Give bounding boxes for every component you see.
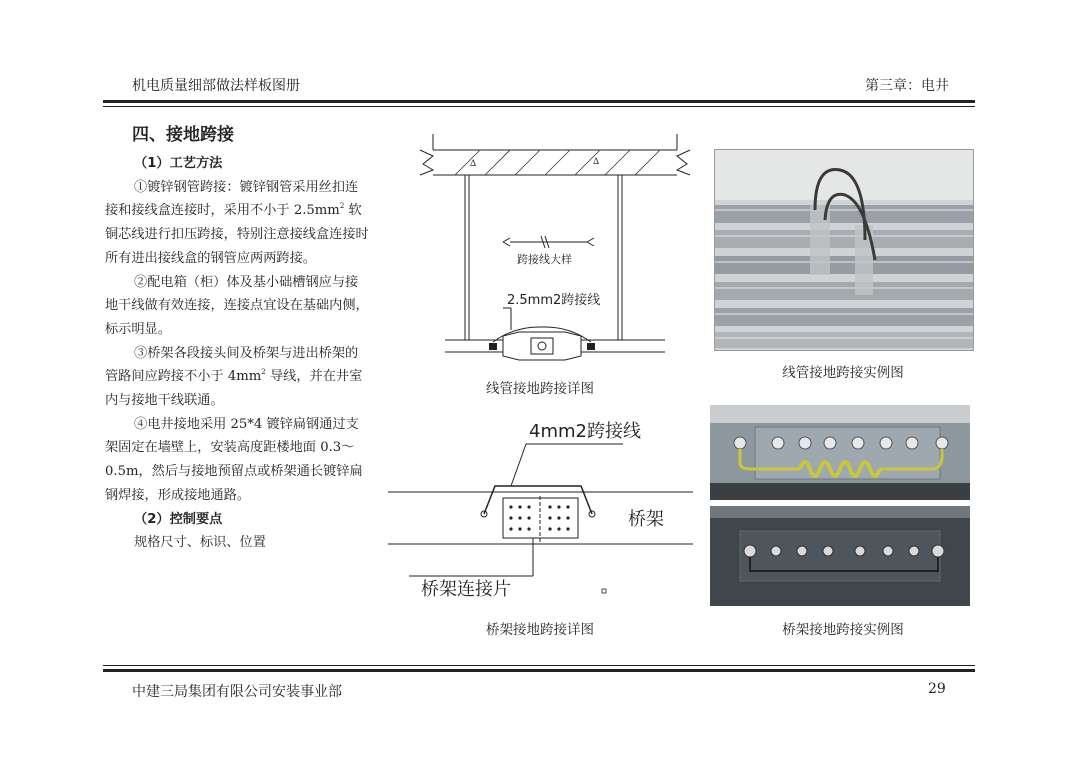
conduit-detail-caption: 线管接地跨接详图: [486, 381, 594, 397]
tray-photo-caption: 桥架接地跨接实例图: [782, 622, 904, 638]
header-rule-thin: [103, 106, 975, 107]
header-chapter: 第三章：电井: [865, 78, 949, 94]
tray-jumper-wire-label: 4mm2跨接线: [529, 421, 641, 442]
footer-rule-thick: [103, 669, 975, 672]
tray-jumper-photo: [710, 405, 970, 606]
subheading-method: （1）工艺方法: [134, 156, 223, 171]
tray-label: 桥架: [628, 509, 664, 530]
conduit-photo-caption: 线管接地跨接实例图: [782, 365, 904, 381]
body-text: [105, 152, 370, 555]
header-rule-thick: [103, 100, 975, 103]
tray-jumper-detail-drawing: [383, 410, 708, 605]
svg-text:∆: ∆: [470, 159, 477, 169]
paragraph-control-points: 规格尺寸、标识、位置: [134, 535, 266, 551]
conduit-jumper-detail-drawing: [415, 130, 705, 365]
page-number: 29: [928, 681, 946, 697]
jumper-sample-label: 跨接线大样: [517, 253, 572, 266]
tray-detail-caption: 桥架接地跨接详图: [486, 622, 594, 638]
header-doc-title: 机电质量细部做法样板图册: [132, 78, 300, 94]
section-title: 四、接地跨接: [132, 125, 234, 145]
paragraph-shaft-grounding: ④电井接地采用 25*4 镀锌扁钢通过支架固定在墙壁上，安装高度距楼地面 0.3～0.5m，然后与接地预留点或桥架通长镀锌扁钢焊接，形成接地通路。: [105, 416, 363, 503]
paragraph-distribution-box: ②配电箱（柜）体及基小础槽钢应与接地干线做有效连接，连接点宜设在基础内侧，标示明显。: [105, 274, 369, 337]
jumper-wire-label: 2.5mm2跨接线: [507, 293, 601, 308]
tray-splice-plate-label: 桥架连接片: [421, 579, 511, 600]
footer-rule-thin: [103, 665, 975, 666]
footer-company: 中建三局集团有限公司安装事业部: [132, 684, 342, 700]
paragraph-steel-pipe: ①镀锌钢管跨接：镀锌钢管采用丝扣连接和接线盒连接时，采用不小于 $2.5mm^2$ 软铜芯线进行扣压跨接，特别注意接线盒连接时所有进出接线盒的钢管应两两跨接。: [105, 179, 369, 266]
svg-text:∆: ∆: [593, 157, 600, 167]
conduit-jumper-photo: [714, 149, 974, 351]
paragraph-cable-tray: ③桥架各段接头间及桥架与进出桥架的管路间应跨接不小于 $4mm^2$ 导线，并在井室内与接地干线联通。: [105, 345, 363, 409]
subheading-control: （2）控制要点: [134, 511, 223, 527]
